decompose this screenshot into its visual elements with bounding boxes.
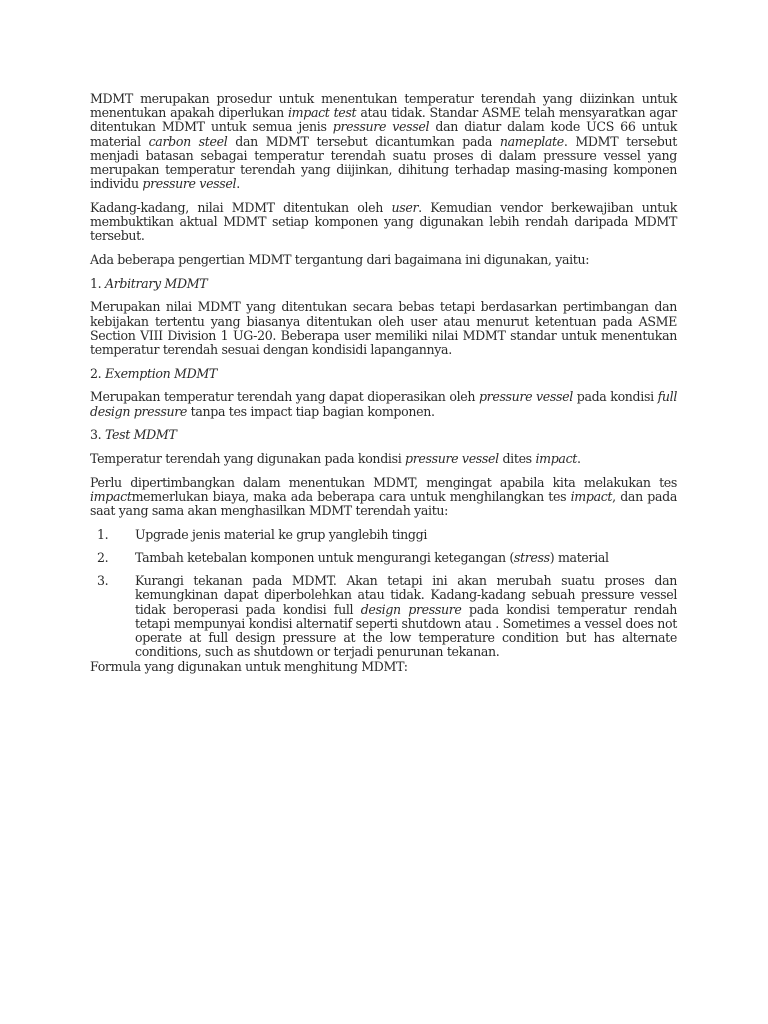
italic-term: user <box>391 199 419 215</box>
user-paragraph <box>90 201 677 244</box>
list-number: 3. <box>97 573 109 589</box>
text-run: . Kemudian vendor berkewajiban untuk membuktikan aktual MDMT setiap komponen yang digunakan lebih rendah daripada MDMT tersebut. <box>90 199 678 244</box>
method-list <box>90 528 677 660</box>
italic-term: pressure vessel <box>478 389 573 405</box>
formula-intro: Formula yang digunakan untuk menghitung MDMT: <box>90 658 408 674</box>
list-item <box>90 528 677 542</box>
list-text: ) material <box>549 550 609 566</box>
text-run: dites <box>498 451 536 467</box>
text-run: memerlukan biaya, maka ada beberapa cara untuk menghilangkan tes <box>131 488 571 504</box>
list-text: Upgrade jenis material ke grup yanglebih tinggi <box>135 526 428 542</box>
list-number: 1. <box>97 526 109 542</box>
text-run: tanpa tes impact tiap bagian komponen. <box>186 403 435 419</box>
text-run: Perlu dipertimbangkan dalam menentukan MDMT, mengingat apabila kita melakukan tes <box>90 474 677 490</box>
list-text: Kurangi tekanan pada MDMT. Akan tetapi ini akan merubah suatu proses dan kemungkinan dapat diperbolehkan atau tidak. Kadang-kadang sebuah pressure vessel tidak beroperasi pada kondisi full <box>135 573 677 617</box>
italic-term: carbon steel <box>148 133 228 149</box>
text-run: . MDMT tersebut menjadi batasan sebagai temperatur terendah suatu proses di dalam pressure vessel yang merupakan temperatur terendah yang diijinkan, dihitung terhadap masing-masing komponen individu <box>90 133 677 192</box>
italic-term: impact <box>90 488 132 504</box>
text-run: . <box>236 176 240 192</box>
italic-term: full design pressure <box>90 389 678 419</box>
list-item <box>90 551 677 565</box>
section-heading-exemption <box>90 367 677 381</box>
italic-term: design pressure <box>360 601 462 617</box>
text-run: Temperatur terendah yang digunakan pada kondisi <box>90 451 406 467</box>
text-run: Merupakan temperatur terendah yang dapat dioperasikan oleh <box>90 389 479 405</box>
text-run: , dan pada saat yang sama akan menghasilkan MDMT terendah yaitu: <box>90 488 677 519</box>
text-run: atau tidak. Standar ASME telah mensyaratkan agar ditentukan MDMT untuk semua jenis <box>90 105 677 135</box>
consideration-paragraph <box>90 476 677 519</box>
list-item <box>90 574 677 659</box>
section-title: Arbitrary MDMT <box>104 275 208 291</box>
arbitrary-paragraph: Merupakan nilai MDMT yang ditentukan secara bebas tetapi berdasarkan pertimbangan dan kebijakan tertentu yang biasanya ditentukan oleh user atau menurut ketentuan pada ASME Section VIII Division 1 UG-20. Beberapa user memiliki nilai MDMT standar untuk menentukan temperatur terendah sesuai dengan kondisidi lapangannya. <box>90 299 677 358</box>
text-run: Kadang-kadang, nilai MDMT ditentukan oleh <box>90 199 392 215</box>
italic-term: pressure vessel <box>405 451 499 467</box>
italic-term: stress <box>513 550 550 566</box>
intro-paragraph <box>90 92 677 191</box>
section-number: 2. <box>90 365 105 381</box>
italic-term: impact <box>535 451 577 467</box>
list-text: pada kondisi temperatur rendah tetapi mempunyai kondisi alternatif seperti shutdown atau . Sometimes a vessel does not operate at full design pressure at the low temperature condition but has alternate conditions, such as shutdown or terjadi penurunan tekanan. <box>135 601 677 660</box>
section-heading-arbitrary <box>90 277 677 291</box>
italic-term: nameplate <box>499 133 564 149</box>
test-paragraph <box>90 452 677 466</box>
section-number: 3. <box>90 427 105 443</box>
section-title: Exemption MDMT <box>104 365 217 381</box>
exemption-paragraph <box>90 390 677 418</box>
section-title: Test MDMT <box>104 427 177 443</box>
italic-term: impact <box>570 488 613 504</box>
list-number: 2. <box>97 550 109 566</box>
list-text: Tambah ketebalan komponen untuk mengurangi ketegangan ( <box>135 550 514 566</box>
definitions-intro: Ada beberapa pengertian MDMT tergantung dari bagaimana ini digunakan, yaitu: <box>90 252 590 268</box>
italic-term: pressure vessel <box>142 176 237 192</box>
italic-term: pressure vessel <box>332 119 430 135</box>
section-heading-test <box>90 428 677 442</box>
italic-term: impact test <box>287 105 357 121</box>
text-run: . <box>577 451 581 467</box>
text-run: MDMT merupakan prosedur untuk menentukan temperatur terendah yang diizinkan untuk menentukan apakah diperlukan <box>90 91 677 121</box>
text-run: dan diatur dalam kode UCS 66 untuk material <box>90 119 677 149</box>
section-number: 1. <box>90 275 105 291</box>
text-run: dan MDMT tersebut dicantumkan pada <box>227 133 500 149</box>
text-run: pada kondisi <box>572 389 658 405</box>
